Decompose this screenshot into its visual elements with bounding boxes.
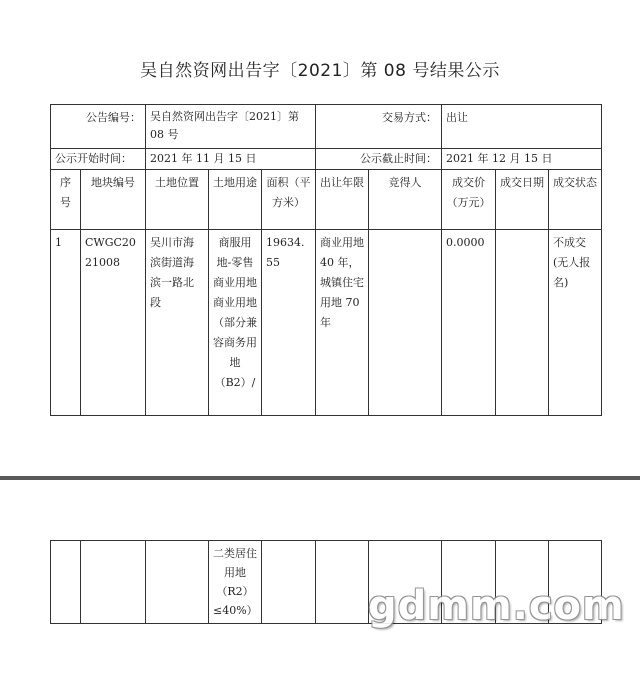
cell-use: 商服用地-零售商业用地商业用地（部分兼容商务用地（B2）/ [209, 230, 262, 416]
cell-winner [369, 230, 442, 416]
col-header-location: 土地位置 [146, 170, 209, 230]
watermark: gdmm.com [368, 583, 625, 629]
notice-no-label: 公告编号： [51, 105, 146, 149]
col-header-winner: 竞得人 [369, 170, 442, 230]
end-date-label: 公示截止时间： [316, 149, 442, 170]
col-header-plot-no: 地块编号 [81, 170, 146, 230]
cont-cell-location [146, 541, 209, 624]
start-date-label: 公示开始时间： [51, 149, 146, 170]
end-date-value: 2021 年 12 月 15 日 [442, 149, 602, 170]
cell-term: 商业用地 40 年，城镇住宅用地 70 年 [316, 230, 369, 416]
col-header-date: 成交日期 [496, 170, 549, 230]
document-title: 吴自然资网出告字〔2021〕第 08 号结果公示 [140, 61, 500, 81]
col-header-status: 成交状态 [549, 170, 602, 230]
trade-mode-value: 出让 [442, 105, 602, 149]
cont-cell-plot-no [81, 541, 146, 624]
cell-location: 吴川市海滨街道海滨一路北段 [146, 230, 209, 416]
col-header-price: 成交价（万元） [442, 170, 496, 230]
result-table [50, 104, 602, 416]
cell-status: 不成交(无人报名) [549, 230, 602, 416]
trade-mode-label: 交易方式： [316, 105, 442, 149]
notice-no-value: 吴自然资网出告字〔2021〕第 08 号 [146, 105, 316, 149]
cont-cell-use: 二类居住用地（R2）≤40%） [209, 541, 262, 624]
cell-seq: 1 [51, 230, 81, 416]
cell-date [496, 230, 549, 416]
page-separator [0, 476, 640, 480]
cell-price: 0.0000 [442, 230, 496, 416]
col-header-term: 出让年限 [316, 170, 369, 230]
cont-cell-term [316, 541, 369, 624]
cell-area: 19634.55 [262, 230, 316, 416]
col-header-area: 面积（平方米） [262, 170, 316, 230]
start-date-value: 2021 年 11 月 15 日 [146, 149, 316, 170]
col-header-seq: 序号 [51, 170, 81, 230]
col-header-use: 土地用途 [209, 170, 262, 230]
cont-cell-seq [51, 541, 81, 624]
cont-cell-area [262, 541, 316, 624]
cell-plot-no: CWGC2021008 [81, 230, 146, 416]
